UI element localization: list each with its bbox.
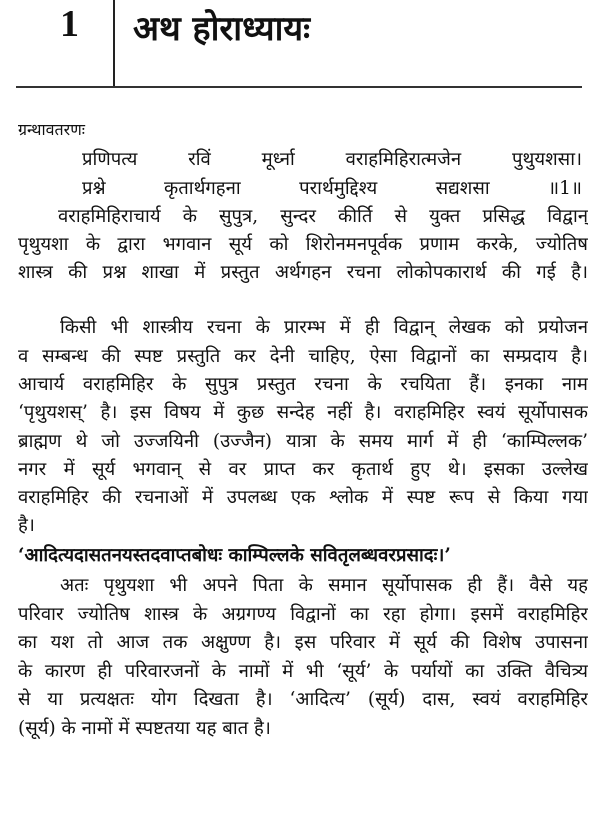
chapter-divider: [113, 0, 115, 88]
paragraph-line: वराहमिहिराचार्य के सुपुत्र, सुन्दर कीर्ति से युक्त प्रसिद्ध विद्वान्: [58, 206, 588, 227]
verse-line: प्रश्ने कृतार्थगहना परार्थमुद्दिश्य सद्यशसा ॥1॥: [82, 178, 582, 199]
paragraph-line: वराहमिहिर की रचनाओं में उपलब्ध एक श्लोक में स्पष्ट रूप से किया गया: [18, 487, 588, 508]
chapter-number: 1: [60, 3, 79, 45]
paragraph-line: के कारण ही परिवारजनों के नामों में भी ‘सूर्य’ के पर्यायों का उक्ति वैचित्र्य: [18, 661, 588, 682]
paragraph-line: आचार्य वराहमिहिर के सुपुत्र प्रस्तुत रचना के रचयिता हैं। इनका नाम: [18, 374, 588, 395]
paragraph-line: अतः पृथुयशा भी अपने पिता के समान सूर्योपासक ही हैं। वैसे यह: [60, 575, 588, 596]
paragraph-line: शास्त्र की प्रश्न शाखा में प्रस्तुत अर्थगहन रचना लोकोपकारार्थ की गई है।: [18, 262, 588, 283]
paragraph-line: का यश तो आज तक अक्षुण्ण है। इस परिवार में सूर्य की विशेष उपासना: [18, 632, 588, 653]
paragraph-line: ‘पृथुयशस्’ है। इस विषय में कुछ सन्देह नहीं है। वराहमिहिर स्वयं सूर्योपासक: [18, 402, 588, 423]
paragraph-line: से या प्रत्यक्षतः योग दिखता है। ‘आदित्य’ (सूर्य) दास, स्वयं वराहमिहिर: [18, 689, 588, 710]
paragraph-line: नगर में सूर्य भगवान् से वर प्राप्त कर कृतार्थ हुए थे। इसका उल्लेख: [18, 459, 588, 480]
quoted-verse: ‘आदित्यदासतनयस्तदवाप्तबोधः काम्पिल्लके सवितृलब्धवरप्रसादः।’: [18, 545, 451, 566]
paragraph-line: परिवार ज्योतिष शास्त्र के अग्रगण्य विद्वानों का रहा होगा। इसमें वराहमिहिर: [18, 604, 588, 625]
paragraph-line: पृथुयशा के द्वारा भगवान सूर्य को शिरोनमनपूर्वक प्रणाम करके, ज्योतिष: [18, 234, 588, 255]
paragraph-line: किसी भी शास्त्रीय रचना के प्रारम्भ में ही विद्वान् लेखक को प्रयोजन: [60, 317, 588, 338]
paragraph-line: (सूर्य) के नामों में स्पष्टतया यह बात है।: [18, 718, 271, 739]
chapter-title: अथ होराध्यायः: [133, 9, 311, 49]
paragraph-line: ब्राह्मण थे जो उज्जयिनी (उज्जैन) यात्रा के समय मार्ग में ही ‘काम्पिल्लक’: [18, 431, 588, 452]
paragraph-line: व सम्बन्ध की स्पष्ट प्रस्तुति कर देनी चाहिए, ऐसा विद्वानों का सम्प्रदाय है।: [18, 346, 588, 367]
header-rule: [16, 86, 582, 88]
verse-line: प्रणिपत्य रविं मूर्ध्ना वराहमिहिरात्मजेन पुथुयशसा।: [82, 149, 582, 170]
section-label: ग्रन्थावतरणः: [18, 120, 86, 139]
paragraph-line: है।: [18, 515, 35, 536]
